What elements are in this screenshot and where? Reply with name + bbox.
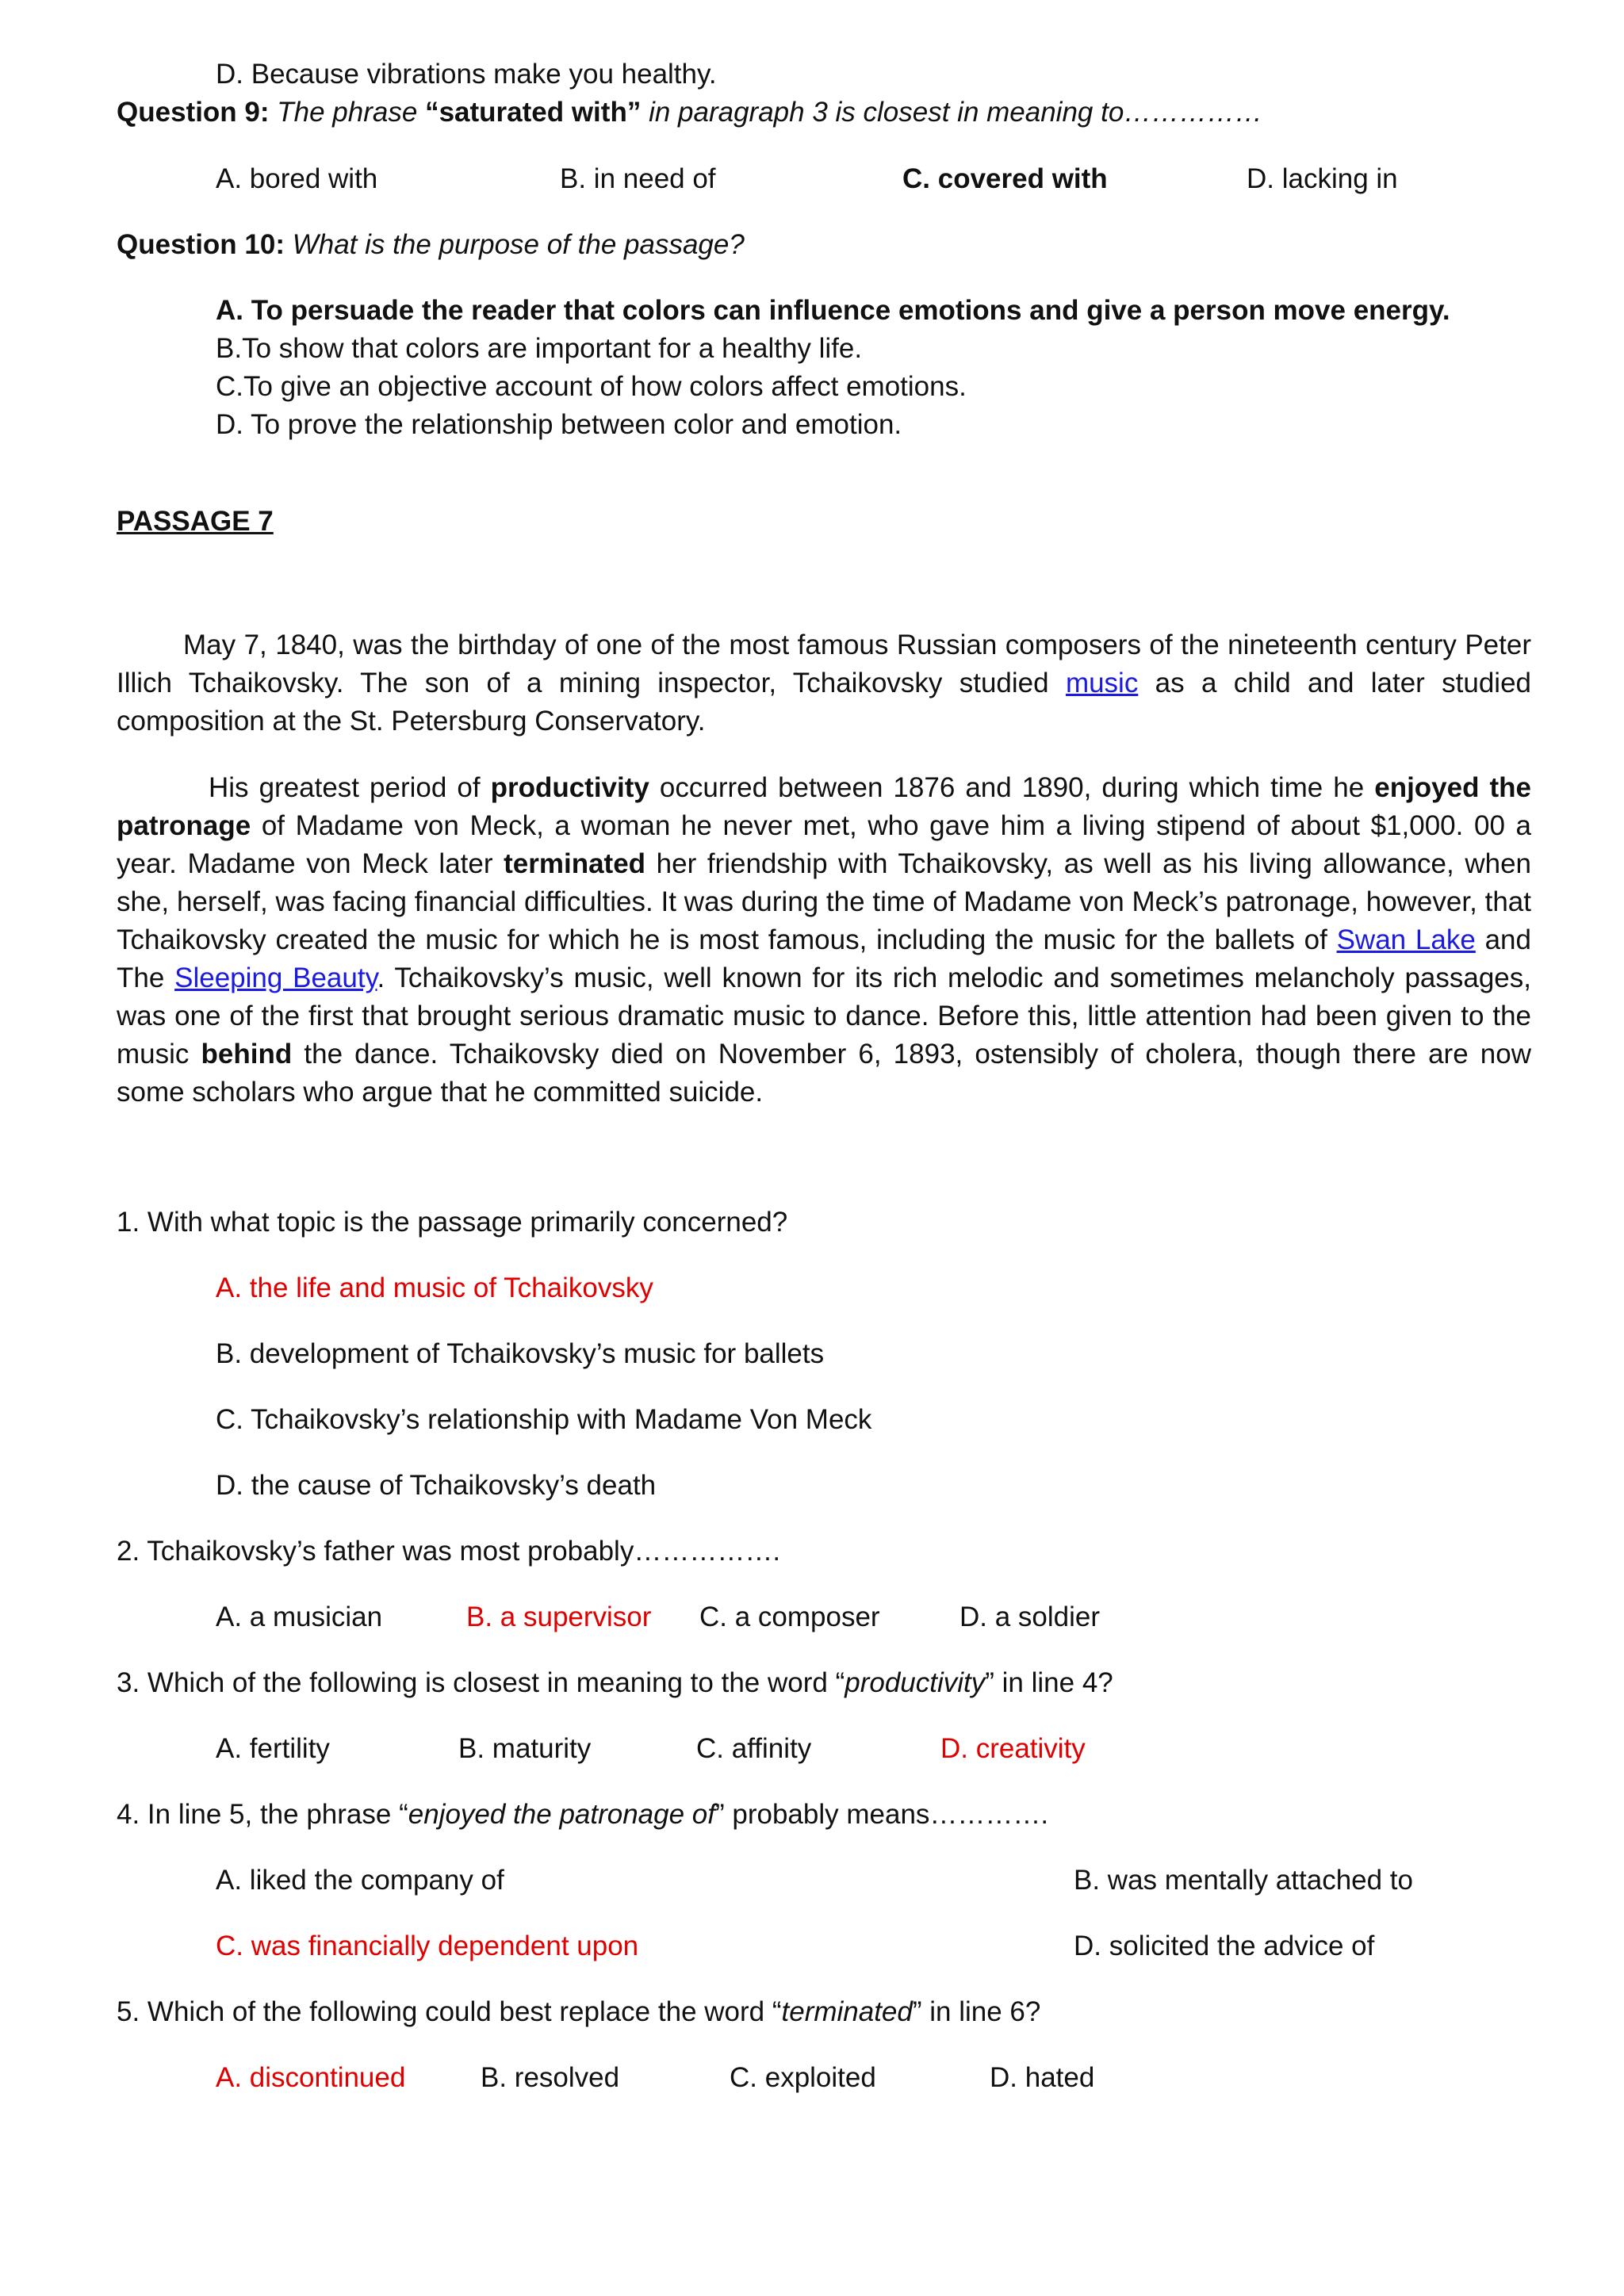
question-5-option-a: A. discontinued [216, 2062, 406, 2093]
question-2-option-b: B. a supervisor [466, 1601, 652, 1632]
question-2-stem: 2. Tchaikovsky’s father was most probably……………. [117, 1536, 781, 1567]
q10-option-c: C.To give an objective account of how colors affect emotions. [216, 371, 967, 402]
q9-text-post: in paragraph 3 is closest in meaning to…………… [649, 97, 1263, 128]
p2-behind: behind [201, 1039, 293, 1070]
question-4-stem [117, 1796, 1048, 1834]
question-4-option-d: D. solicited the advice of [1074, 1931, 1375, 1961]
q9-option-a: A. bored with [216, 163, 378, 194]
question-5-stem-pre: 5. Which of the following could best replace the word “ [117, 1996, 782, 2027]
question-3-stem-word: productivity [845, 1667, 986, 1698]
q9-option-b: B. in need of [560, 163, 716, 194]
question-1-option-d: D. the cause of Tchaikovsky’s death [216, 1470, 657, 1501]
question-3-option-b: B. maturity [458, 1733, 592, 1764]
q10-option-a: A. To persuade the reader that colors can influence emotions and give a person move energy. [216, 295, 1450, 326]
question-1-option-a: A. the life and music of Tchaikovsky [216, 1272, 653, 1303]
p1-text-a: May 7, 1840, was the birthday of one of the most famous Russian composers of the nineteenth century Peter Illich Tchaikovsky. The son of a mining inspector, Tchaikovsky studied [117, 629, 1531, 698]
question-1-option-c: C. Tchaikovsky’s relationship with Madame Von Meck [216, 1404, 872, 1435]
passage-paragraph-1 [117, 626, 1531, 740]
question-4-stem-post: ” probably means…………. [715, 1799, 1049, 1830]
q9-phrase: “saturated with” [425, 97, 642, 128]
question-5-stem-word: terminated [781, 1996, 913, 2027]
question-2-option-a: A. a musician [216, 1601, 383, 1632]
question-4-option-b: B. was mentally attached to [1074, 1865, 1413, 1896]
sleeping-beauty-link[interactable]: Sleeping Beauty [174, 962, 377, 993]
q10-text: What is the purpose of the passage? [292, 229, 745, 260]
question-5-stem-post: ” in line 6? [912, 1996, 1041, 2027]
passage-paragraph-2 [117, 769, 1531, 1112]
q9-text-pre: The phrase [277, 97, 418, 128]
p2-productivity: productivity [490, 772, 649, 803]
question-4-option-c: C. was financially dependent upon [216, 1931, 639, 1961]
question-3-stem [117, 1664, 1113, 1702]
question-5-option-b: B. resolved [481, 2062, 620, 2093]
q10-option-b: B.To show that colors are important for a healthy life. [216, 333, 863, 364]
q9-question [117, 94, 1262, 132]
question-1-option-b: B. development of Tchaikovsky’s music for ballets [216, 1338, 825, 1369]
q9-option-d: D. lacking in [1247, 163, 1398, 194]
question-3-stem-post: ” in line 4? [985, 1667, 1113, 1698]
q8-option-d: D. Because vibrations make you healthy. [216, 59, 717, 90]
q10-option-d: D. To prove the relationship between color and emotion. [216, 409, 902, 440]
question-4-stem-word: enjoyed the patronage of [408, 1799, 715, 1830]
p2-text-b: occurred between 1876 and 1890, during which time he [659, 772, 1365, 803]
p2-text-d: her friendship with Tchaikovsky, as well as his living allowance, when she, herself, was facing financial difficulties. It was during the time of Madame von Meck’s patronage, however, that Tchaikovsky created the music for which he is most famous, including the music for the ballets of [117, 848, 1532, 955]
question-4-option-a: A. liked the company of [216, 1865, 504, 1896]
question-5-option-c: C. exploited [730, 2062, 876, 2093]
q9-label: Question 9: [117, 97, 270, 128]
p1-text-b: as a child and later studied composition at the St. Petersburg Conservatory. [117, 668, 1532, 737]
q10-label: Question 10: [117, 229, 285, 260]
q9-option-c: C. covered with [902, 163, 1108, 194]
question-3-stem-pre: 3. Which of the following is closest in meaning to the word “ [117, 1667, 845, 1698]
question-3-option-d: D. creativity [940, 1733, 1086, 1764]
question-4-stem-pre: 4. In line 5, the phrase “ [117, 1799, 408, 1830]
p2-text-e: and The [117, 924, 1531, 993]
question-1-stem: 1. With what topic is the passage primarily concerned? [117, 1207, 788, 1238]
q10-question [117, 226, 745, 264]
swan-lake-link[interactable]: Swan Lake [1336, 924, 1476, 955]
question-3-option-a: A. fertility [216, 1733, 330, 1764]
music-link[interactable]: music [1065, 668, 1139, 698]
question-5-stem [117, 1993, 1040, 2031]
p2-text-a: His greatest period of [209, 772, 481, 803]
question-2-option-d: D. a soldier [959, 1601, 1101, 1632]
passage-title: PASSAGE 7 [117, 506, 274, 537]
p2-text-g: the dance. Tchaikovsky died on November 6, 1893, ostensibly of cholera, though there are now some scholars who argue that he committed suicide. [117, 1039, 1531, 1108]
question-3-option-c: C. affinity [696, 1733, 812, 1764]
p2-terminated: terminated [504, 848, 646, 879]
question-5-option-d: D. hated [990, 2062, 1095, 2093]
p2-text-f: . Tchaikovsky’s music, well known for its rich melodic and sometimes melancholy passages, was one of the first that brought serious dramatic music to dance. Before this, little attention had been given to the music [117, 962, 1531, 1070]
p2-text-c: of Madame von Meck, a woman he never met, who gave him a living stipend of about $1,000. 00 a year. Madame von Meck later [117, 810, 1531, 879]
question-2-option-c: C. a composer [699, 1601, 880, 1632]
p2-enjoyed: enjoyed the patronage [117, 772, 1532, 841]
